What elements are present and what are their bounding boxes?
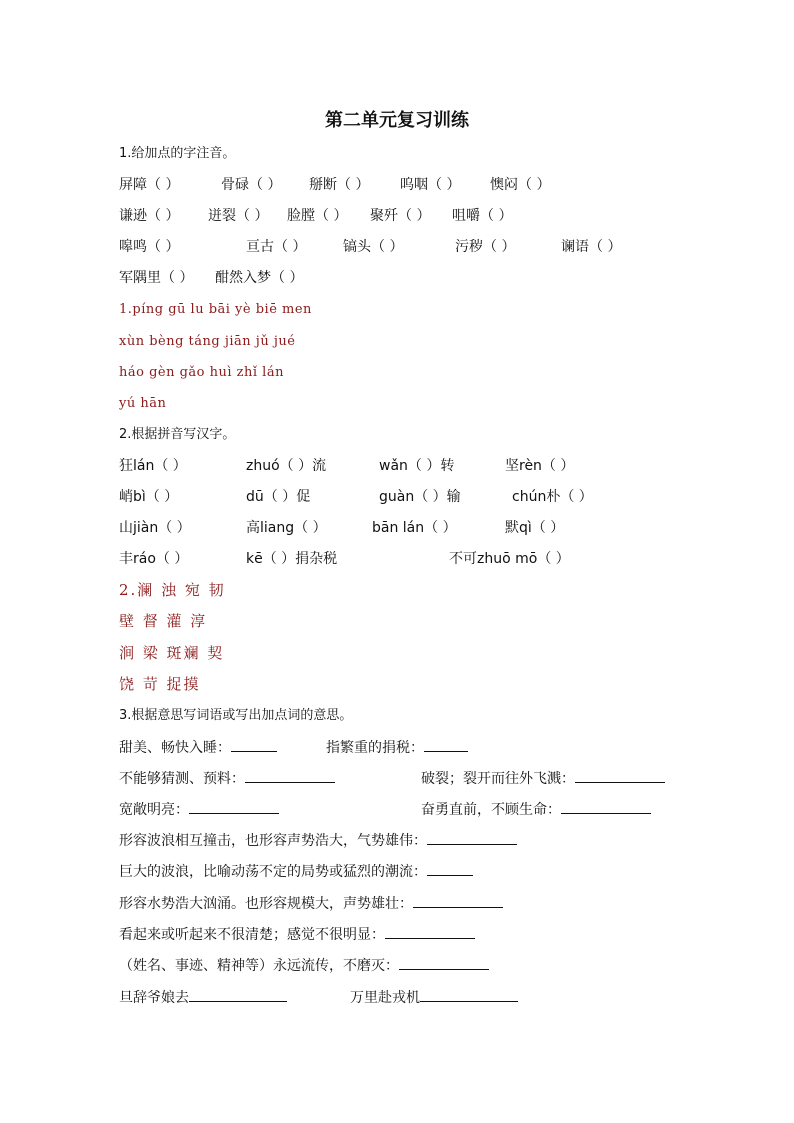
answer-blank[interactable] [245, 766, 335, 783]
q1-item: 屏障（ ） [119, 177, 180, 193]
q3-prompt: 看起来或听起来不很清楚；感觉不很明显： [119, 927, 385, 943]
q1-item: 军隅里（ ） [119, 270, 194, 286]
q1-item: 镐头（ ） [343, 239, 404, 255]
q2-item: 高liang（ ） [246, 520, 327, 536]
q2-answer-line: 2.澜 浊 宛 韧 [119, 581, 226, 599]
q1-item: 污秽（ ） [455, 239, 516, 255]
q2-item: 狂lán（ ） [119, 458, 187, 474]
answer-blank[interactable] [561, 797, 651, 814]
q2-item: chún朴（ ） [512, 489, 593, 505]
q2-item: 峭bì（ ） [119, 489, 179, 505]
q1-item: 嗥鸣（ ） [119, 239, 180, 255]
answer-blank[interactable] [399, 953, 489, 970]
q3-prompt: 甜美、畅快入睡： [119, 735, 277, 760]
q1-item: 懊闷（ ） [490, 177, 551, 193]
q3-prompt: 指繁重的捐税： [326, 735, 468, 760]
q1-item: 骨碌（ ） [221, 177, 282, 193]
q2-item: bān lán（ ） [372, 520, 457, 536]
q1-heading: 1.给加点的字注音。 [119, 146, 236, 161]
q1-answer-line: yú hān [119, 396, 167, 411]
q3-row-8 [119, 953, 489, 977]
q2-item: kē（ ）捐杂税 [246, 551, 338, 567]
answer-blank[interactable] [575, 766, 665, 783]
q2-item: 默qì（ ） [505, 520, 565, 536]
answer-blank[interactable] [427, 828, 517, 845]
q3-prompt: （姓名、事迹、精神等）永远流传，不磨灭： [119, 958, 399, 974]
q3-row-5 [119, 859, 473, 883]
answer-blank[interactable] [189, 797, 279, 814]
answer-blank[interactable] [385, 922, 475, 939]
q2-item: guàn（ ）输 [379, 489, 461, 505]
answer-blank[interactable] [420, 985, 518, 1002]
q1-item: 聚歼（ ） [370, 208, 431, 224]
q3-row-7 [119, 922, 475, 946]
q1-item: 呜咽（ ） [400, 177, 461, 193]
page-title: 第二单元复习训练 [325, 110, 469, 131]
q2-item: 丰ráo（ ） [119, 551, 189, 567]
q3-row-6 [119, 891, 503, 915]
answer-blank[interactable] [189, 985, 287, 1002]
q3-prompt: 形容波浪相互撞击，也形容声势浩大，气势雄伟： [119, 833, 427, 849]
q1-item: 谰语（ ） [561, 239, 622, 255]
q2-item: 山jiàn（ ） [119, 520, 191, 536]
q2-item: 不可zhuō mō（ ） [449, 551, 570, 567]
q3-heading: 3.根据意思写词语或写出加点词的意思。 [119, 708, 353, 723]
answer-blank[interactable] [427, 859, 473, 876]
answer-blank[interactable] [413, 891, 503, 908]
q2-item: zhuó（ ）流 [246, 458, 327, 474]
q3-prompt: 形容水势浩大汹涌。也形容规模大，声势雄壮： [119, 896, 413, 912]
q2-answer-line: 涧 梁 斑斓 契 [119, 644, 225, 662]
q2-heading: 2.根据拼音写汉字。 [119, 427, 236, 442]
q1-answer-line: xùn bèng táng jiān jǔ jué [119, 334, 296, 349]
q2-item: dū（ ）促 [246, 489, 311, 505]
q1-item: 咀嚼（ ） [452, 208, 513, 224]
q3-prompt: 万里赴戎机 [350, 985, 518, 1010]
q3-prompt: 破裂；裂开而往外飞溅： [421, 766, 665, 791]
q2-answer-line: 饶 苛 捉摸 [119, 675, 201, 693]
answer-blank[interactable] [231, 735, 277, 752]
q3-prompt: 不能够猜测、预料： [119, 766, 335, 791]
q1-item: 迸裂（ ） [208, 208, 269, 224]
q1-item: 掰断（ ） [309, 177, 370, 193]
q1-answer-line: 1.píng gū lu bāi yè biē men [119, 302, 312, 317]
q1-item: 脸膛（ ） [287, 208, 348, 224]
q1-item: 酣然入梦（ ） [215, 270, 304, 286]
q3-prompt: 巨大的波浪，比喻动荡不定的局势或猛烈的潮流： [119, 864, 427, 880]
q2-answer-line: 壁 督 灌 淳 [119, 612, 208, 630]
q3-row-4 [119, 828, 517, 852]
q3-prompt: 旦辞爷娘去 [119, 985, 287, 1010]
q1-item: 谦逊（ ） [119, 208, 180, 224]
q3-prompt: 奋勇直前，不顾生命： [421, 797, 651, 822]
q1-item: 亘古（ ） [246, 239, 307, 255]
q3-prompt: 宽敞明亮： [119, 797, 279, 822]
q2-item: wǎn（ ）转 [379, 458, 455, 474]
q2-item: 坚rèn（ ） [505, 458, 575, 474]
answer-blank[interactable] [424, 735, 468, 752]
q1-answer-line: háo gèn gǎo huì zhǐ lán [119, 365, 284, 380]
